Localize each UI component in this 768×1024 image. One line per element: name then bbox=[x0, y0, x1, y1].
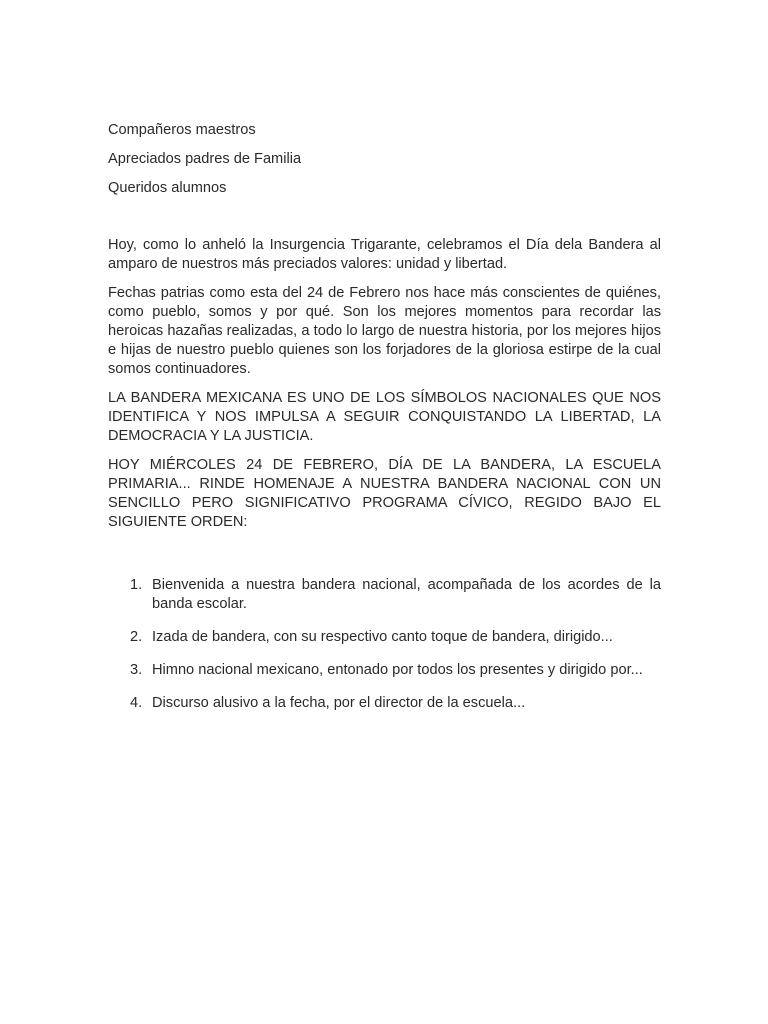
list-item bbox=[108, 694, 661, 713]
list-item bbox=[108, 661, 661, 680]
list-item-number: 4. bbox=[130, 695, 143, 711]
greetings bbox=[108, 121, 661, 198]
list-item-text: Bienvenida a nuestra bandera nacional, acompañada de los acordes de la banda escolar. bbox=[152, 577, 661, 612]
patriotic-dates-paragraph: Fechas patrias como esta del 24 de Febrero nos hace más conscientes de quiénes, como pueblo, somos y por qué. Son los mejores momentos para recordar las heroicas hazañas realizadas, a todo lo largo de nuestra historia, por los mejores hijos e hijas de nuestro pueblo quienes son los forjadores de la gloriosa estirpe de la cual somos continuadores. bbox=[108, 285, 661, 377]
greeting-teachers: Compañeros maestros bbox=[108, 122, 256, 138]
list-item-text: Izada de bandera, con su respectivo canto toque de bandera, dirigido... bbox=[152, 629, 613, 645]
program-announcement-paragraph: HOY MIÉRCOLES 24 DE FEBRERO, DÍA DE LA BANDERA, LA ESCUELA PRIMARIA... RINDE HOMENAJE A NUESTRA BANDERA NACIONAL CON UN SENCILLO PERO SIGNIFICATIVO PROGRAMA CÍVICO, REGIDO BAJO EL SIGUIENTE ORDEN: bbox=[108, 457, 661, 530]
greeting-students: Queridos alumnos bbox=[108, 180, 227, 196]
document-page bbox=[108, 121, 661, 727]
flag-symbol-paragraph: LA BANDERA MEXICANA ES UNO DE LOS SÍMBOLOS NACIONALES QUE NOS IDENTIFICA Y NOS IMPULSA A SEGUIR CONQUISTANDO LA LIBERTAD, LA DEMOCRACIA Y LA JUSTICIA. bbox=[108, 390, 661, 444]
intro-paragraph: Hoy, como lo anheló la Insurgencia Trigarante, celebramos el Día dela Bandera al amparo de nuestros más preciados valores: unidad y libertad. bbox=[108, 237, 661, 272]
list-item-number: 3. bbox=[130, 662, 143, 678]
list-item-text: Himno nacional mexicano, entonado por todos los presentes y dirigido por... bbox=[152, 662, 643, 678]
list-item-text: Discurso alusivo a la fecha, por el director de la escuela... bbox=[152, 695, 526, 711]
program-order-list bbox=[108, 576, 661, 713]
list-item bbox=[108, 628, 661, 647]
greeting-parents: Apreciados padres de Familia bbox=[108, 151, 302, 167]
list-item bbox=[108, 576, 661, 614]
list-item-number: 1. bbox=[130, 577, 143, 593]
list-item-number: 2. bbox=[130, 629, 143, 645]
